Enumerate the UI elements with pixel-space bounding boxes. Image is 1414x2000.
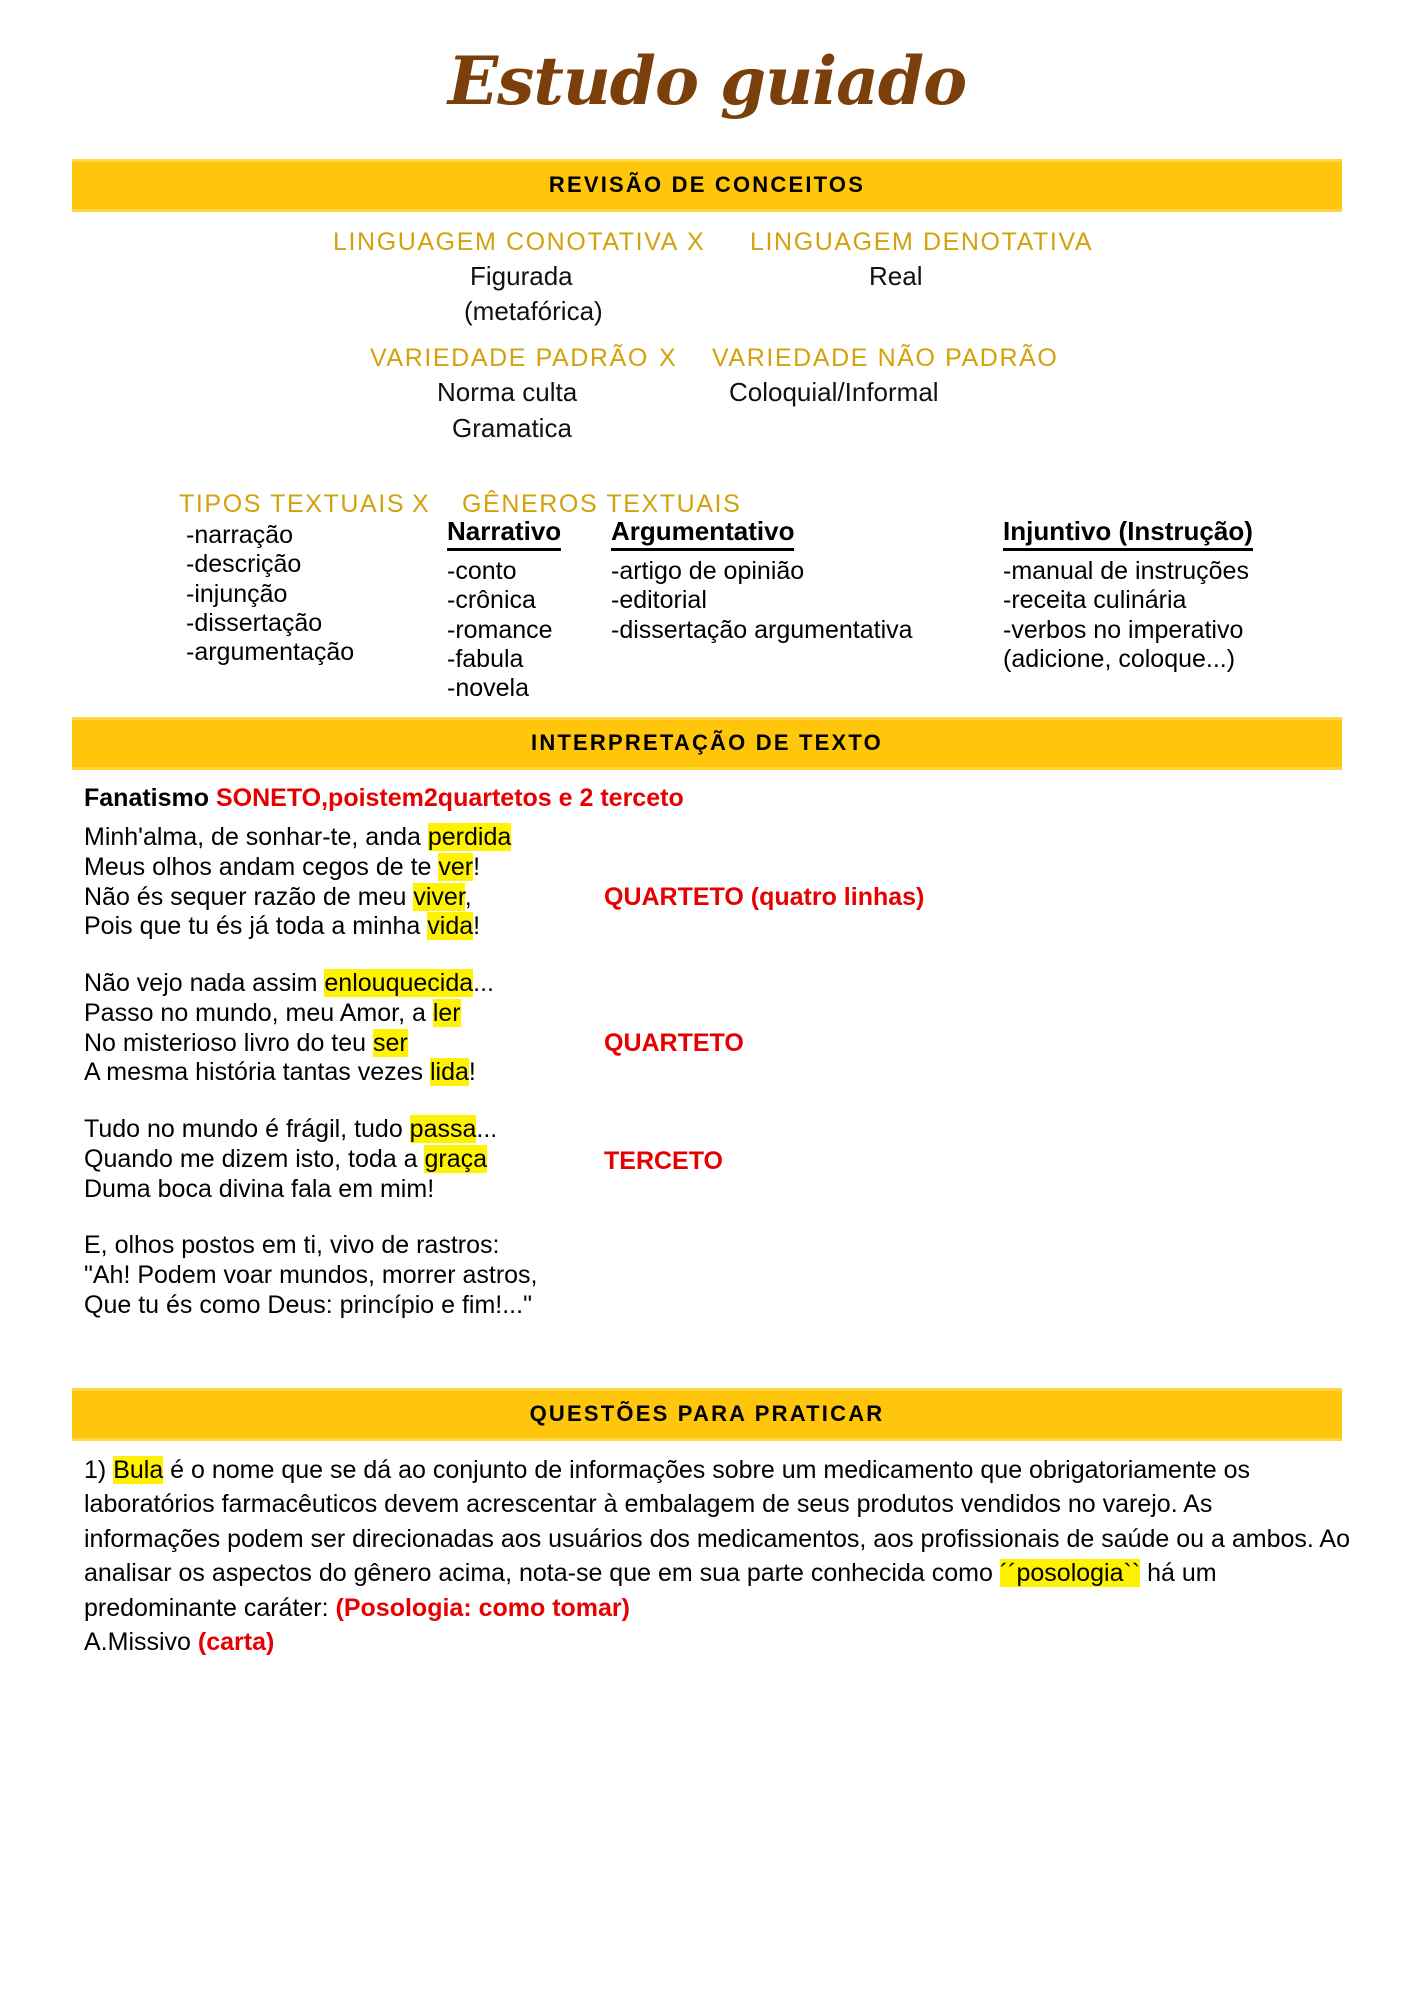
poem-block	[0, 770, 1414, 1348]
highlighted-term: ´´posologia``	[999, 1559, 1141, 1587]
concept-2-x: X	[659, 344, 678, 372]
poem-line	[84, 1175, 1414, 1205]
poem-title-text: Fanatismo	[84, 784, 210, 812]
concept-1-x: X	[687, 228, 706, 256]
poem-line	[84, 1029, 1414, 1059]
poem-text: ...	[476, 1115, 498, 1143]
highlighted-word: ver	[438, 852, 474, 881]
questions-block	[0, 1441, 1414, 1660]
section-header-revisao: REVISÃO DE CONCEITOS	[72, 159, 1342, 212]
column-injuntivo-header: Injuntivo (Instrução)	[1003, 516, 1253, 551]
highlighted-word: passa	[409, 1115, 477, 1143]
poem-text: A mesma história tantas vezes	[84, 1058, 430, 1087]
highlighted-word: lida	[429, 1058, 469, 1087]
list-item: -romance	[447, 615, 553, 644]
poem-line	[84, 1261, 1414, 1291]
stanza-spacer	[84, 1204, 1414, 1231]
poem-line	[84, 1115, 1414, 1145]
list-item: -dissertação	[186, 608, 323, 637]
label-tipos-x: X	[412, 490, 431, 518]
stanza-spacer	[84, 1088, 1414, 1115]
question-text: é o nome que se dá ao conjunto de informações sobre um medicamento que obrigatoriamente os laboratórios farmacêuticos devem acrescentar à embalagem de seus produtos vendidos no varejo. As informações podem ser direcionadas aos usuários dos medicamentos, aos profissionais de saúde ou a ambos. Ao analisar os aspectos do gênero acima, nota-se que em sua parte conhecida como	[84, 1455, 1350, 1587]
label-tipos-textuais: TIPOS TEXTUAIS	[179, 490, 406, 518]
concept-2-right-line-1: Coloquial/Informal	[729, 377, 939, 407]
poem-text: E, olhos postos em ti, vivo de rastros:	[84, 1231, 500, 1260]
concept-2-left-line-2: Gramatica	[452, 413, 572, 443]
list-item: -fabula	[447, 644, 524, 673]
concept-group-2	[0, 342, 1414, 450]
column-injuntivo	[1003, 516, 1253, 674]
poem-text: Meus olhos andam cegos de te	[84, 852, 439, 881]
textual-types-table	[0, 490, 1414, 705]
highlighted-word: viver	[413, 882, 465, 911]
section-header-interpretacao: INTERPRETAÇÃO DE TEXTO	[72, 717, 1342, 770]
highlighted-word: vida	[427, 912, 474, 941]
list-item: -novela	[447, 674, 529, 702]
stanza-annotation: TERCETO	[604, 1147, 723, 1175]
poem-text: Minh'alma, de sonhar-te, anda	[84, 823, 428, 851]
poem-stanza	[84, 969, 1414, 1088]
poem-text: Quando me dizem isto, toda a	[84, 1144, 425, 1173]
stanza-spacer	[84, 942, 1414, 969]
poem-title-note: SONETO,poistem2quartetos e 2 terceto	[215, 784, 684, 812]
poem-text: !	[473, 912, 481, 941]
poem-text: !	[468, 1058, 476, 1087]
list-item: -artigo de opinião	[611, 557, 805, 585]
section-header-questoes: QUESTÕES PARA PRATICAR	[72, 1388, 1342, 1441]
column-tipos	[186, 521, 354, 667]
poem-line	[84, 999, 1414, 1029]
poem-text: ...	[473, 969, 494, 997]
poem-text: Não vejo nada assim	[84, 969, 325, 997]
list-item: -argumentação	[186, 638, 355, 666]
stanza-annotation: QUARTETO (quatro linhas)	[604, 883, 925, 911]
questions-list	[84, 1453, 1354, 1660]
poem-text: Tudo no mundo é frágil, tudo	[84, 1115, 410, 1143]
poem-stanza	[84, 1115, 1414, 1204]
stanza-spacer	[84, 1321, 1414, 1348]
page-title: Estudo guiado	[447, 42, 967, 120]
list-item: -crônica	[447, 586, 536, 615]
poem-text: Não és sequer razão de meu	[84, 882, 414, 911]
poem-line	[84, 1291, 1414, 1321]
column-injuntivo-list	[1003, 557, 1253, 674]
label-generos-textuais: GÊNEROS TEXTUAIS	[462, 490, 742, 518]
highlighted-word: graça	[424, 1144, 488, 1173]
poem-line	[84, 1231, 1414, 1261]
answer-option-label: A.Missivo	[84, 1628, 198, 1656]
poem-text: No misterioso livro do teu	[84, 1028, 374, 1057]
poem-line	[84, 1145, 1414, 1175]
list-item: -verbos no imperativo	[1003, 615, 1244, 644]
poem-text: ,	[464, 882, 472, 911]
poem-title	[84, 784, 1414, 813]
concept-2-left-line-1: Norma culta	[437, 377, 578, 407]
stanza-annotation: QUARTETO	[604, 1029, 744, 1057]
list-item: -receita culinária	[1003, 586, 1187, 615]
list-item: -descrição	[186, 550, 302, 579]
answer-option-note: (carta)	[197, 1628, 275, 1656]
column-narrativo-list	[447, 557, 561, 703]
answer-option[interactable]	[84, 1625, 1354, 1660]
poem-line	[84, 853, 1414, 883]
column-argumentativo	[611, 516, 913, 645]
poem-text: Duma boca divina fala em mim!	[84, 1174, 435, 1203]
column-argumentativo-header: Argumentativo	[611, 516, 794, 551]
question-text: há um predominante caráter:	[84, 1559, 1217, 1622]
poem-stanza	[84, 823, 1414, 942]
concept-2-left-label: VARIEDADE PADRÃO	[370, 344, 649, 372]
poem-text: !	[473, 852, 481, 881]
list-item: -manual de instruções	[1003, 557, 1249, 585]
poem-line	[84, 823, 1414, 853]
poem-stanzas	[84, 823, 1414, 1348]
concepts-block	[0, 212, 1414, 705]
list-item: -injunção	[186, 579, 288, 608]
poem-text: Que tu és como Deus: princípio e fim!..."	[84, 1290, 532, 1319]
highlighted-word: perdida	[427, 823, 512, 851]
concept-1-left-line-2: (metafórica)	[464, 296, 603, 326]
poem-line	[84, 1058, 1414, 1088]
poem-text: "Ah! Podem voar mundos, morrer astros,	[84, 1261, 538, 1289]
list-item: -editorial	[611, 586, 707, 615]
poem-stanza	[84, 1231, 1414, 1320]
highlighted-word: enlouquecida	[324, 969, 474, 997]
list-item: -dissertação argumentativa	[611, 615, 913, 644]
column-tipos-list	[186, 521, 354, 667]
column-argumentativo-list	[611, 557, 913, 645]
poem-line	[84, 969, 1414, 999]
highlighted-word: ler	[432, 998, 461, 1027]
concept-1-left-line-1: Figurada	[470, 261, 573, 291]
concept-group-1	[0, 226, 1414, 338]
list-item: -conto	[447, 557, 517, 585]
poem-text: Passo no mundo, meu Amor, a	[84, 998, 433, 1027]
question-paragraph	[84, 1453, 1354, 1626]
poem-line	[84, 912, 1414, 942]
highlighted-word: ser	[373, 1028, 408, 1057]
question-number: 1)	[84, 1455, 114, 1484]
concept-2-right-label: VARIEDADE NÃO PADRÃO	[712, 344, 1059, 372]
list-item: (adicione, coloque...)	[1003, 644, 1236, 673]
column-narrativo-header: Narrativo	[447, 516, 561, 551]
concept-1-right-label: LINGUAGEM DENOTATIVA	[750, 228, 1094, 256]
question-annotation: (Posologia: como tomar)	[335, 1593, 630, 1622]
list-item: -narração	[186, 521, 293, 549]
concept-1-left-label: LINGUAGEM CONOTATIVA	[333, 228, 679, 256]
poem-text: Pois que tu és já toda a minha	[84, 912, 428, 941]
concept-1-right-line-1: Real	[869, 261, 923, 291]
column-narrativo	[447, 516, 561, 703]
highlighted-term: Bula	[113, 1455, 164, 1484]
